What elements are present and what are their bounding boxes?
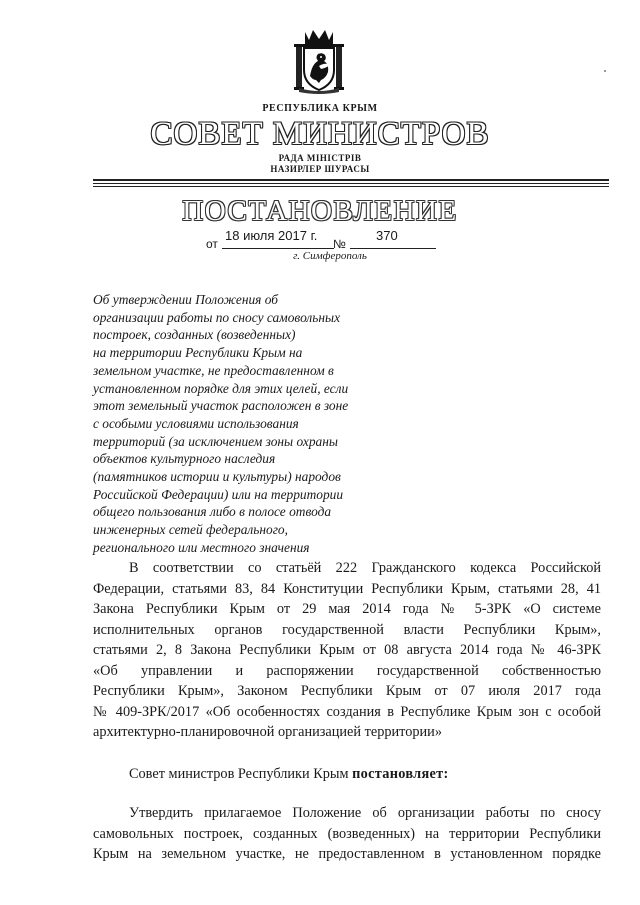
title-line: (памятников истории и культуры) народов xyxy=(93,469,341,485)
council-statement-text: Совет министров Республики Крым xyxy=(129,766,349,782)
date-label: от xyxy=(206,237,218,251)
document-number: 370 xyxy=(376,228,398,243)
title-line: этот земельный участок расположен в зоне xyxy=(93,398,349,414)
council-ukrainian: РАДА МІНІСТРІВ xyxy=(278,153,362,163)
header-divider xyxy=(93,183,609,184)
document-date: 18 июля 2017 г. xyxy=(225,228,318,243)
council-heading: СОВЕТ МИНИСТРОВ xyxy=(150,116,490,152)
document-title xyxy=(93,291,393,557)
title-line: Об утверждении Положения об xyxy=(93,292,278,307)
title-line: регионального или местного значения xyxy=(93,539,310,555)
date-number-row xyxy=(0,228,640,252)
decrees-word: постановляет: xyxy=(352,766,449,782)
title-line: инженерных сетей федерального, xyxy=(93,522,288,538)
approval-line: самовольных построек, созданных (возведенных) на территории Республики xyxy=(93,825,601,842)
body-line: № 409-ЗРК/2017 «Об особенностях создания в Республике Крым зон с особой xyxy=(93,703,601,720)
city-name: г. Симферополь xyxy=(293,250,367,262)
title-line: установленном порядке для этих целей, если xyxy=(93,380,349,396)
preamble-paragraph xyxy=(93,558,601,743)
council-statement xyxy=(129,766,449,783)
header-divider xyxy=(93,179,609,181)
body-line: Закона Республики Крым от 29 мая 2014 года № 5-ЗРК «О системе xyxy=(93,601,601,617)
body-line: Федерации, статьями 83, 84 Конституции Республики Крым, статьями 28, 41 xyxy=(93,580,601,597)
approval-line: Крым на земельном участке, не предоставленном в установленном порядке xyxy=(93,846,601,862)
body-line: статьями 2, 8 Закона Республики Крым от 08 августа 2014 года № 46-ЗРК xyxy=(93,642,601,658)
document-type-heading: ПОСТАНОВЛЕНИЕ xyxy=(182,195,458,227)
number-label: № xyxy=(333,237,346,251)
title-line: земельном участке, не предоставленном в xyxy=(93,362,334,378)
crimea-coat-of-arms-icon xyxy=(291,28,347,94)
scan-speck xyxy=(604,70,606,72)
title-line: общего пользования либо в полосе отвода xyxy=(93,504,332,520)
title-line: организации работы по сносу самовольных xyxy=(93,309,341,325)
body-line: В соответствии со статьёй 222 Гражданского кодекса Российской xyxy=(129,560,601,576)
title-line: объектов культурного наследия xyxy=(93,451,276,467)
title-line: с особыми условиями использования xyxy=(93,415,299,431)
council-crimean-tatar: НАЗИРЛЕР ШУРАСЫ xyxy=(270,164,370,174)
title-line: на территории Республики Крым на xyxy=(93,345,303,361)
republic-name: РЕСПУБЛИКА КРЫМ xyxy=(262,103,378,114)
title-line: построек, созданных (возведенных) xyxy=(93,327,296,343)
body-line: Республики Крым», Законом Республики Крым от 07 июля 2017 года xyxy=(93,683,601,699)
title-line: Российской Федерации) или на территории xyxy=(93,486,344,502)
header-divider xyxy=(93,186,609,187)
body-line: «Об управлении и распоряжении государственной собственностью xyxy=(93,662,601,679)
approval-paragraph xyxy=(93,803,601,865)
number-underline xyxy=(350,248,436,249)
body-line: исполнительных органов государственной власти Республики Крым», xyxy=(93,621,601,638)
title-line: территорий (за исключением зоны охраны xyxy=(93,433,338,449)
date-underline xyxy=(222,248,334,249)
body-line: архитектурно-планировочной организацией территории» xyxy=(93,724,442,740)
approval-line: Утвердить прилагаемое Положение об организации работы по сносу xyxy=(129,805,601,821)
